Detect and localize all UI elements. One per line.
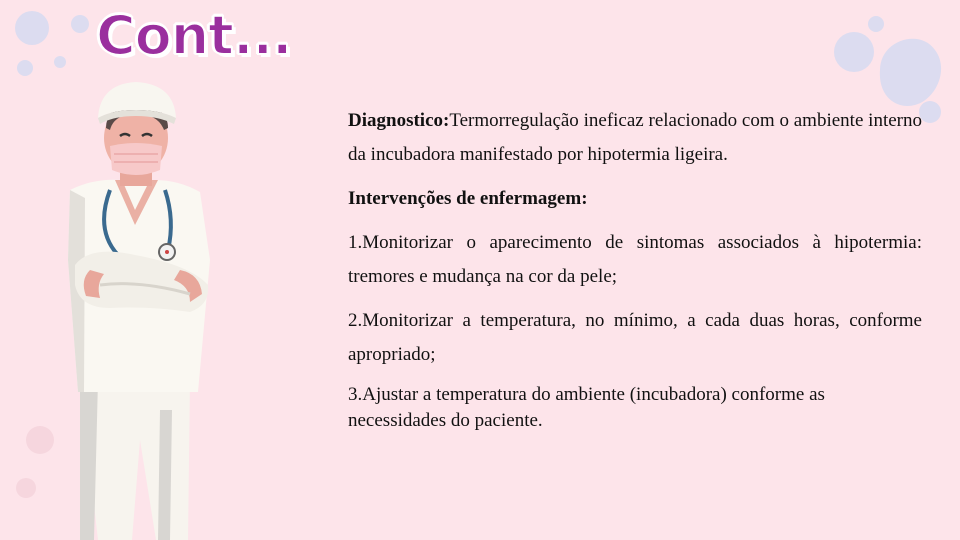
intervention-item-1: 1.Monitorizar o aparecimento de sintomas associados à hipotermia: tremores e mudança na cor da pele; bbox=[348, 232, 922, 287]
diagnosis-text: Termorregulação ineficaz relacionado com o ambiente interno da incubadora manifestado por hipotermia ligeira. bbox=[348, 110, 922, 165]
intervention-item-3: 3.Ajustar a temperatura do ambiente (incubadora) conforme as necessidades do paciente. bbox=[348, 384, 825, 431]
nurse-illustration bbox=[40, 80, 230, 540]
diagnosis-paragraph bbox=[348, 104, 922, 172]
diagnosis-label: Diagnostico: bbox=[348, 110, 450, 131]
intervention-item-2: 2.Monitorizar a temperatura, no mínimo, a cada duas horas, conforme apropriado; bbox=[348, 310, 922, 365]
slide-title: Cont... bbox=[96, 4, 292, 67]
interventions-heading: Intervenções de enfermagem: bbox=[348, 188, 588, 209]
slide-content bbox=[348, 104, 922, 444]
